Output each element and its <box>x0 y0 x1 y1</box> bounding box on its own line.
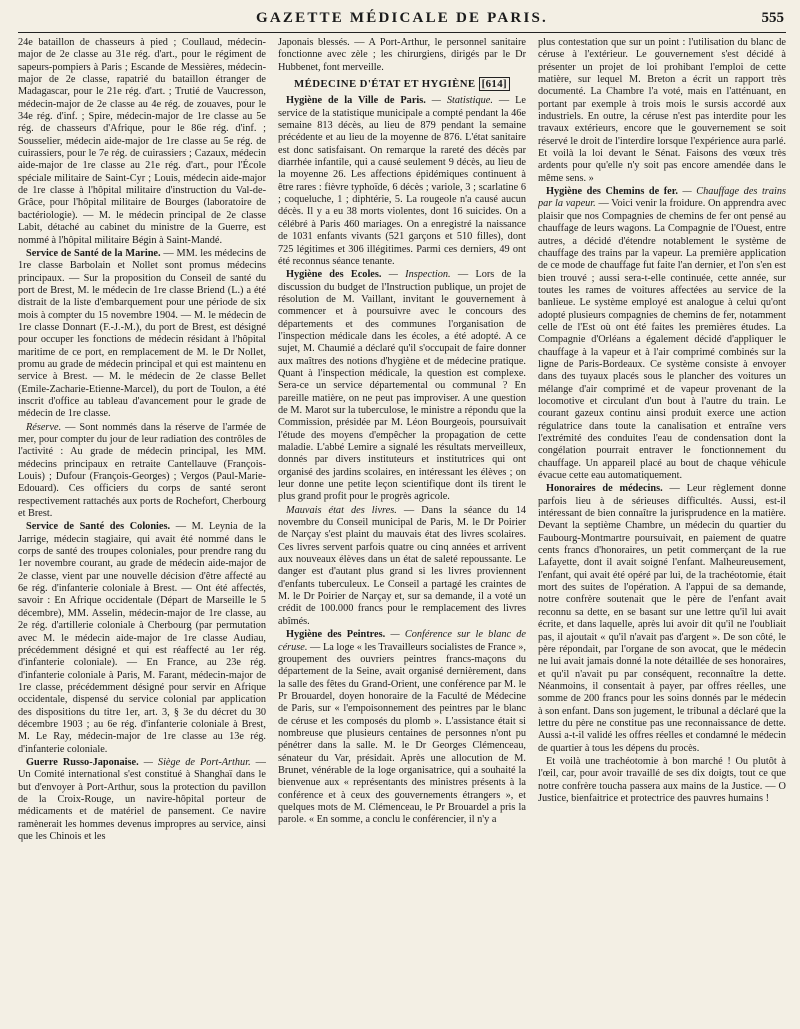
page-header <box>18 8 786 33</box>
heading-paris: Hygiène de la Ville de Paris. <box>286 95 426 107</box>
paragraph-conclusion: Et voilà une trachéotomie à bon marché ! Ou plutôt à l'œil, car, pour avoir travaillé de ses dix doigts, tout ce que notre confrère toucha passera aux mains de la Justice. — O Justice, bienfaitrice et protectrice des pauvres humains ! <box>538 755 786 804</box>
text-ecoles: — Lors de la discussion du budget de l'Instruction publique, un projet de résolution de M. Vaillant, invitant le gouvernement à commencer et à poursuivre avec le concours des départements et des communes l'organisation de l'inspection médicale dans les écoles, a été adopté. A ce sujet, M. Chaumié a déclaré qu'il s'occupait de faire donner aux maîtres des notions d'hygiène et de médecine pratique. Quant à l'inspection médicale, la question est complexe. Sera-ce un service départemental ou communal ? En pareille matière, on ne peut pas improviser. A une question de M. Marot sur la tuberculose, le ministre a répondu que la Commission, présidée par M. Léon Bourgeois, poursuivait l'étude des moyens d'empêcher la propagation de cette maladie. L'abbé Lemire a signalé les résultats merveilleux, donnés par divers instituteurs et institutrices qui ont organisé des jardins scolaires, en intéressant les élèves ; on leur donne une petite leçon scientifique dont ils tirent le plus grand profit pour le progrès agricole. <box>278 269 526 503</box>
text-russo: — Un Comité international s'est constitué à Shanghaï dans le but d'envoyer à Port-Arthur, sous la protection du pavillon de la Croix-Rouge, un navire-hôpital porteur de médicaments et de matériel de pansement. Ce navire ramènerait les hommes devenus impropres au service, ainsi que les Chinois et les <box>18 756 266 842</box>
paragraph-paris <box>278 95 526 268</box>
heading-russo: Guerre Russo-Japonaise. <box>26 756 139 768</box>
paragraph-ecoles <box>278 269 526 504</box>
text-chemins: — Voici venir la froidure. On apprendra avec plaisir que nos Compagnies de chemins de fer ont pensé au chauffage de leurs wagons. La Compagnie de l'Ouest, entre autres, a décidé d'étendre notablement le système de chauffage des trains par la vapeur. La première application de ce mode de chauffage fut faite l'an dernier, et l'on s'en est bien trouvé ; aussi sera-t-elle continuée, cette année, sur toutes les rames de voitures affectées au service de la banlieue. Le système employé est analogue à celui qu'ont adopté plusieurs compagnies de chemins de fer, notamment celle de l'Est où ont été faites les premières études. La Compagnie d'Orléans a également décidé d'appliquer le chauffage à la vapeur et à l'air comprimé combinés sur la ligne de Paris-Bordeaux. Ce système consiste à envoyer dans des tuyaux placés sous le plancher des voitures un mélange d'air comprimé et de vapeur provenant de la locomotive et circulant d'un bout à l'autre du train. Le courant gazeux continu ainsi produit exerce une action régulatrice dans toute la canalisation et entraîne vers l'extrémité des conduites l'eau de condensation dont la congélation pourrait entraver le fonctionnement du chauffage. Un appareil placé au bout de chaque véhicule évacue cette eau automatiquement. <box>538 198 786 482</box>
column-left <box>18 37 266 1027</box>
text-reserve: — Sont nommés dans la réserve de l'armée de mer, pour compter du jour de leur radiation des contrôles de l'activité : Au grade de médecin principal, les MM. médecins principaux en retraite Cantellauve (François-Louis) ; Dufour (François-Georges) ; Vergos (Paul-Marie-Edouard). Ces officiers du corps de santé seront respectivement rattachés aux ports de Rochefort, Cherbourg et Brest. <box>18 421 266 520</box>
label-ecoles: — Inspection. <box>381 269 451 281</box>
text-marine: — MM. les médecins de 1re classe Barbolain et Nollet sont promus médecins principaux. — Sur la proposition du Conseil de santé du port de Brest, M. le médecin de 1re classe Briend (L.) a été distrait de la liste d'embarquement pour une période de six mois à compter du 15 novembre 1904. — M. le médecin de 1re classe Donnart (F.-J.-M.), du port de Brest, est désigné pour occuper les fonctions de médecin résidant à l'hôpital maritime de ce port, en remplacement de M. le Dr Nollet, promu au grade de médecin principal et qui est maintenu en service à Brest. — M. le médecin de 2e classe Bellet (Emile-Zacharie-Etienne-Marcel), du port de Toulon, a été inscrit d'office au tableau d'avancement pour le grade de médecin de 1re classe. <box>18 247 266 420</box>
paragraph-chemins <box>538 186 786 482</box>
article-columns <box>18 37 786 1027</box>
label-russo: — Siège de Port-Arthur. <box>138 756 251 768</box>
paragraph: Japonais blessés. — A Port-Arthur, le personnel sanitaire fonctionne avec zèle ; les chirurgiens, dirigés par le Dr Hubbenet, font merveille. <box>278 37 526 73</box>
section-title: MÉDECINE D'ÉTAT ET HYGIÈNE <box>294 78 476 91</box>
paragraph-honoraires <box>538 483 786 755</box>
section-code: [614] <box>479 77 510 91</box>
paragraph: plus contestation que sur un point : l'utilisation du blanc de céruse à l'extérieur. Le gouvernement s'est décidé à présenter un projet de loi prohibant l'emploi de cette matière, sur lequel M. Breton a écrit un rapport très documenté. La Chambre l'a voté, mais en l'atténuant, en portant par exemple à trois mois le sursis accordé aux industriels. En outre, la céruse n'est pas interdite pour les travaux extérieurs, encore que le gouvernement se soit réservé le droit de l'interdire lorsque l'expérience aura parlé. Et voilà la loi devant le Sénat. Faisons des vœux très ardents pour qu'elle n'y soit pas encore amendée dans le même sens. » <box>538 37 786 184</box>
section-heading <box>278 78 526 90</box>
paragraph-livres <box>278 505 526 628</box>
label-paris: — Statistique. <box>425 95 493 107</box>
text-honoraires: — Leur règlement donne parfois lieu à de sérieuses difficultés. Aussi, est-il intéressant de bien connaître la jurisprudence en la matière. Devant la septième Chambre, un médecin du quartier du Faubourg-Montmartre poursuivait, en paiement de quatre cents francs d'honoraires, un petit commerçant de la rue Lafayette, dont il avait soigné l'enfant. Malheureusement, l'enfant, qui avait été opéré par lui, de la trachéotomie, était mort des suites de l'opération. A l'appui de sa demande, notre confrère soutenait que le père de l'enfant avait reconnu sa dette, en se basant sur une lettre qu'il lui avait écrite, et dans laquelle, après lui avoir dit qu'il ne l'oubliait pas, il ajoutait « qu'il n'avait pas d'argent ». De son côté, le père répondait, par l'organe de son avocat, que le médecin ne lui avait jamais donné la note détaillée de ses honoraires, et qu'il n'avait pu par conséquent, reconnaître la dette. Néanmoins, il consentait à payer, par offres réelles, une somme de 200 francs pour les soins donnés par le médecin à son enfant. Dans son jugement, le tribunal a déclaré que la lettre du père ne constitue pas une reconnaissance de dette. Aussi a-t-il validé les offres réelles et condamné le médecin de quartier à tous les dépens du procès. <box>538 483 786 754</box>
label-livres: Mauvais état des livres. <box>286 504 397 516</box>
label-chemins: — Chauffage des trains par la vapeur. <box>538 186 786 210</box>
paragraph-marine <box>18 248 266 421</box>
paragraph: 24e bataillon de chasseurs à pied ; Coullaud, médecin-major de 2e classe au 31e rég. d'art., pour le régiment de sapeurs-pompiers à Paris ; Escande de Messières, médecin-major de 2e classe, rapatrié du bataillon étranger de Madagascar, pour le 21e rég. d'art. ; Trutié de Vaucresson, médecin-major de 2e classe au 4e rég. de zouaves, pour le 34e rég. d'inf. ; Spire, médecin-major de 1re classe au 5e rég. de chasseurs d'Afrique, pour le 86e rég. d'inf. ; Sousselier, médecin aide-major de 1re classe au 5e rég. de cuirassiers, pour le 7e rég. de cuirassiers ; Cazaux, médecin aide-major de 1re classe au 21e rég. d'art., pour l'École spéciale militaire de Saint-Cyr ; Louis, médecin aide-major de 1re classe à l'hôpital militaire d'instruction du Val-de-Grâce, pour l'hôpital militaire de Bourges (laboratoire de bactériologie). — M. le médecin principal de 2e classe Labit, détaché au cabinet du ministre de la Guerre, est nommé à l'hôpital militaire Bégin à Saint-Mandé. <box>18 37 266 246</box>
page-number: 555 <box>761 10 784 26</box>
text-livres: — Dans la séance du 14 novembre du Conseil municipal de Paris, M. le Dr Poirier de Narçay s'est plaint du mauvais état des livres scolaires. Ces livres servent parfois quatre ou cinq années et arrivent aux nouveaux élèves dans un état de saleté repoussante. Le danger est d'autant plus grand si les livres proviennent d'enfants tuberculeux. Le Conseil a partagé les craintes de M. le Dr Poirier de Narçay et, sur sa demande, il a voté un crédit de 100.000 francs pour le remplacement des livres abîmés. <box>278 504 526 627</box>
heading-honoraires: Honoraires de médecins. <box>546 483 663 495</box>
heading-chemins: Hygiène des Chemins de fer. <box>546 186 678 198</box>
text-peintres: — La loge « les Travailleurs socialistes de France », groupement des ouvriers peintres francs-maçons du département de la Seine, avait organisé dernièrement, dans la salle des fêtes du Grand-Orient, une conférence par M. le Pr Brouardel, doyen honoraire de la Faculté de Médecine de Paris, sur « l'empoisonnement des peintres par le blanc de céruse et les composés du plomb ». L'assistance était si nombreuse que plusieurs centaines de personnes n'ont pu pénétrer dans la salle. M. le Dr Georges Clémenceau, sénateur du Var, présidait. Après une allocution de M. Brunet, vénérable de la loge organisatrice, qui a souhaité la bienvenue aux « représentants des ministres présents à la conférence et à ceux des gouvernements étrangers », et quelques mots de M. Clémenceau, le Pr Brouardel a pris la parole. « En somme, a conclu le conférencier, il n'y a <box>278 641 526 826</box>
paragraph-russo <box>18 757 266 843</box>
heading-marine: Service de Santé de la Marine. <box>26 247 161 259</box>
text-colonies: — M. Leynia de la Jarrige, médecin stagiaire, qui avait été nommé dans le corps de santé des troupes coloniales, pour prendre rang du 1er novembre courant, au grade de médecin aide-major de 2e classe, vient par une nouvelle décision d'être affecté au 6e rég. d'infanterie coloniale à Brest. — Ont été affectés, savoir : En Afrique occidentale (Départ de Marseille le 5 décembre), MM. Asselin, médecin-major de 1re classe, au 2e rég. d'artillerie coloniale à Cherbourg (par permutation avec M. le médecin aide-major de 1re classe Audiau, précédemment désigné et qui est réaffecté au 1er rég. d'infanterie coloniale). — En France, au 23e rég. d'infanterie coloniale à Paris, M. Farant, médecin-major de 1re classe, précédemment désigné pour servir en Afrique occidentale, dispensé du service colonial par application des dispositions du titre 1er, art. 3, § 3e du décret du 30 décembre 1903 ; au 6e rég. d'infanterie coloniale à Brest, M. Le Ray, médecin-major de 1re classe au 13e rég. d'infanterie coloniale. <box>18 521 266 755</box>
label-reserve: Réserve. <box>26 421 62 433</box>
paragraph-colonies <box>18 521 266 756</box>
text-paris: — Le service de la statistique municipale a compté pendant la 46e semaine 813 décès, au lieu de 879 pendant la semaine précédente et au lieu de la moyenne de 876. L'état sanitaire est donc satisfaisant. On remarque la rareté des décès par diarrhée infantile, qui a causé seulement 9 décès, au lieu de la moyenne 26. Les affections épidémiques continuent à être rares : fièvre typhoïde, 6 décès ; variole, 3 ; scarlatine 6 ; coqueluche, 1 ; diphtérie, 5. La rougeole n'a causé aucun décès. Il y a eu 38 morts violentes, dont 16 suicides. On a célébré à Paris 460 mariages. On a enregistré la naissance de 1031 enfants vivants (521 garçons et 510 filles), dont 725 légitimes et 306 illégitimes. Parmi ces derniers, 49 ont été reconnus séance tenante. <box>278 95 526 267</box>
label-peintres: — Conférence sur le blanc de céruse. <box>278 629 526 653</box>
paragraph-peintres <box>278 629 526 827</box>
heading-colonies: Service de Santé des Colonies. <box>26 521 171 533</box>
heading-peintres: Hygiène des Peintres. <box>286 629 386 641</box>
paragraph-reserve <box>18 422 266 521</box>
column-right <box>538 37 786 1027</box>
column-middle <box>278 37 526 1027</box>
page-title: GAZETTE MÉDICALE DE PARIS. <box>256 10 548 26</box>
heading-ecoles: Hygiène des Ecoles. <box>286 269 382 281</box>
